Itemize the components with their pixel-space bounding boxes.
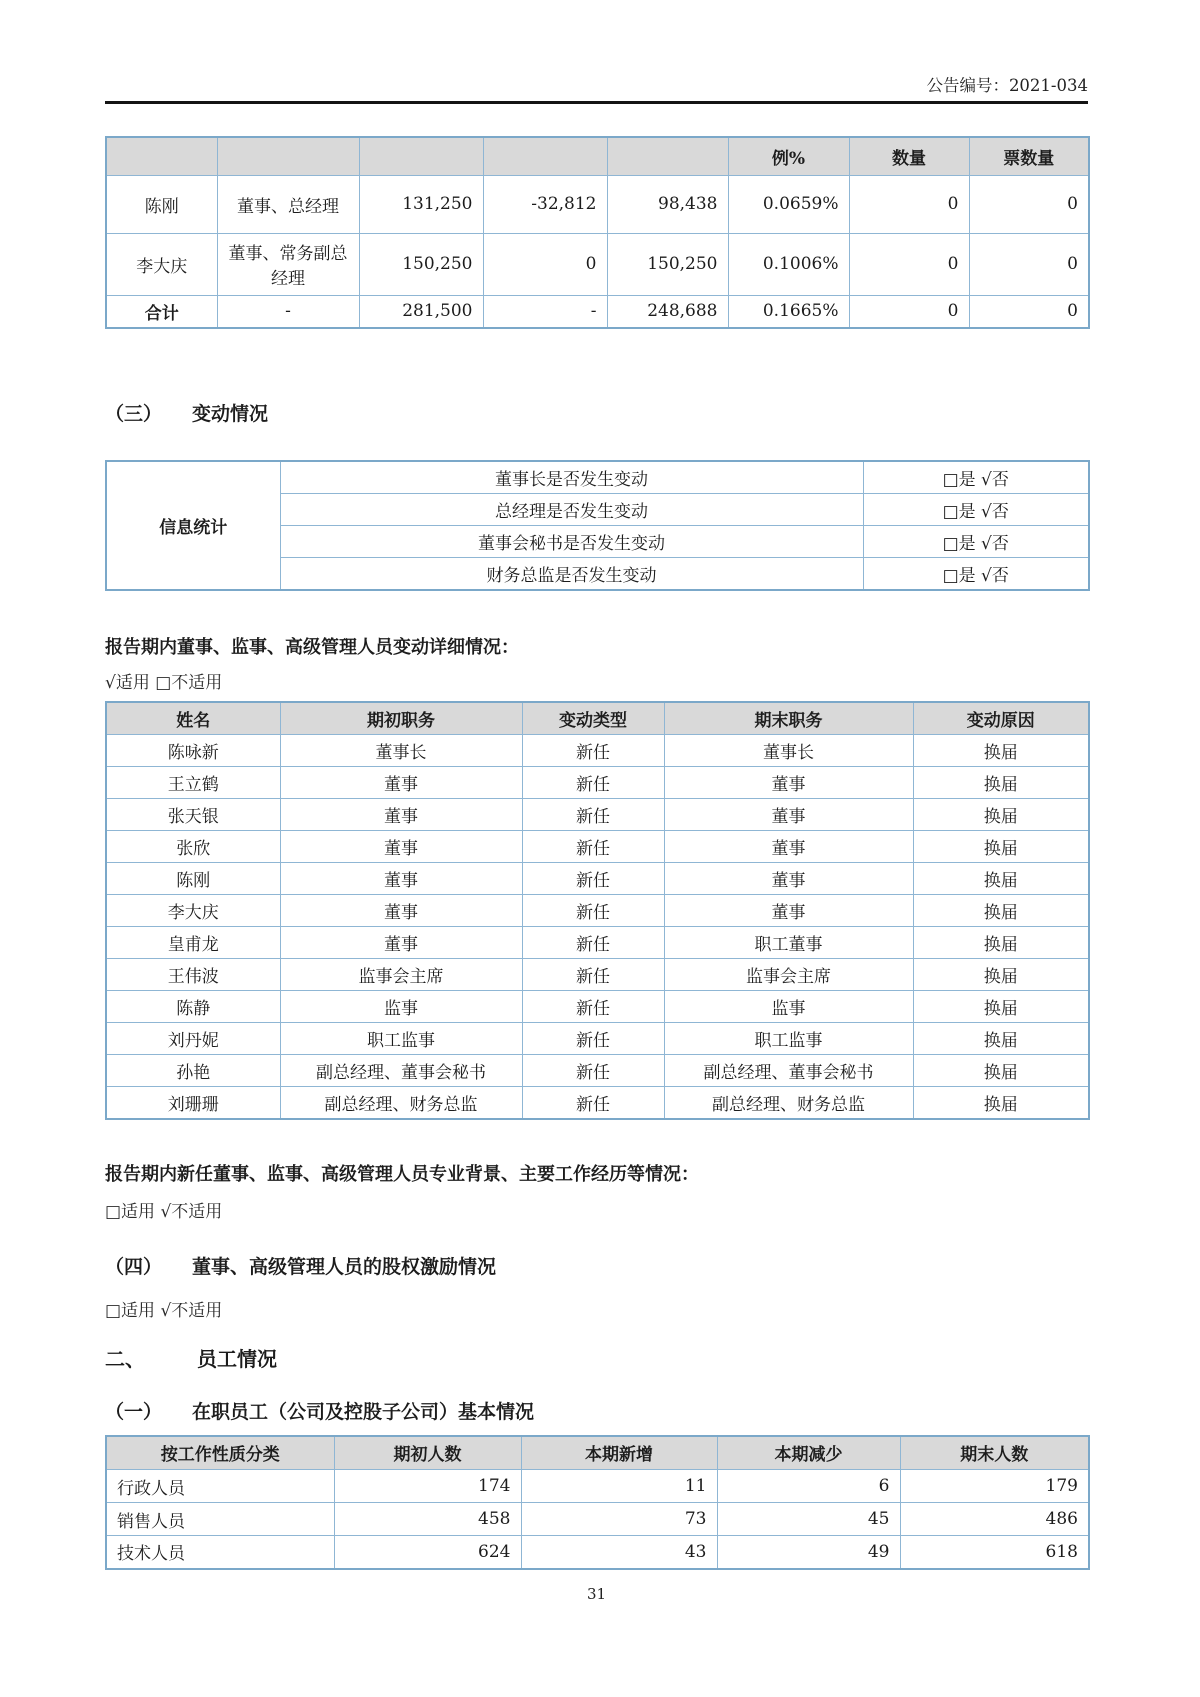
col-header-change-type: 变动类型 (522, 702, 664, 735)
cell-end-position: 监事 (664, 990, 913, 1022)
table-header-row (106, 1436, 1089, 1470)
cell-change-reason: 换届 (913, 830, 1089, 862)
answer-cell: □是 √否 (863, 525, 1089, 557)
cell-start-position: 董事 (280, 766, 522, 798)
cell-end-position: 董事 (664, 894, 913, 926)
col-header-change-reason: 变动原因 (913, 702, 1089, 735)
shares-end: 248,688 (607, 295, 728, 328)
table-row (106, 1054, 1089, 1086)
section-title: 董事、高级管理人员的股权激励情况 (192, 1255, 497, 1278)
person-position: 董事、常务副总经理 (217, 233, 359, 295)
cell-start-position: 监事会主席 (280, 958, 522, 990)
table-row (106, 990, 1089, 1022)
cell-category: 销售人员 (106, 1503, 334, 1536)
change-details-table (105, 701, 1090, 1120)
cell-category: 技术人员 (106, 1536, 334, 1569)
table-header-row (106, 702, 1089, 735)
cell-name: 李大庆 (106, 894, 280, 926)
cell-end-position: 副总经理、董事会秘书 (664, 1054, 913, 1086)
cell-end-count: 179 (900, 1470, 1089, 1503)
shares-end: 98,438 (607, 175, 728, 233)
cell-start-position: 董事 (280, 926, 522, 958)
table-row (106, 798, 1089, 830)
cell-change-reason: 换届 (913, 958, 1089, 990)
table-header-cell (359, 137, 483, 175)
total-label: 合计 (106, 295, 217, 328)
cell-added: 43 (521, 1536, 717, 1569)
cell-change-reason: 换届 (913, 1022, 1089, 1054)
col-header-end-count: 期末人数 (900, 1436, 1089, 1470)
change-details-heading: 报告期内董事、监事、高级管理人员变动详细情况： (105, 636, 519, 658)
vote-quantity: 0 (969, 233, 1089, 295)
shares-change: -32,812 (483, 175, 607, 233)
cell-change-type: 新任 (522, 766, 664, 798)
table-header-cell (483, 137, 607, 175)
table-total-row (106, 295, 1089, 328)
cell-end-position: 董事 (664, 798, 913, 830)
cell-change-type: 新任 (522, 862, 664, 894)
cell-change-reason: 换届 (913, 1054, 1089, 1086)
table-row (106, 926, 1089, 958)
vote-quantity: 0 (969, 175, 1089, 233)
cell-added: 11 (521, 1470, 717, 1503)
table-header-cell (106, 137, 217, 175)
share-ratio: 0.1665% (728, 295, 849, 328)
cell-change-reason: 换届 (913, 798, 1089, 830)
shareholding-summary-table (105, 136, 1090, 329)
cell-name: 王伟波 (106, 958, 280, 990)
cell-reduced: 49 (717, 1536, 900, 1569)
cell-change-type: 新任 (522, 1022, 664, 1054)
table-row (106, 766, 1089, 798)
section-number: （三） (105, 402, 163, 425)
section-heading-2-1 (105, 1397, 1088, 1424)
section-title: 变动情况 (192, 402, 269, 425)
cell-category: 行政人员 (106, 1470, 334, 1503)
table-row (106, 1086, 1089, 1119)
person-name: 李大庆 (106, 233, 217, 295)
cell-change-reason: 换届 (913, 1086, 1089, 1119)
cell-added: 73 (521, 1503, 717, 1536)
cell-start-position: 董事 (280, 894, 522, 926)
table-row (106, 175, 1089, 233)
table-row (106, 734, 1089, 766)
cell-name: 陈刚 (106, 862, 280, 894)
table-header-cell (217, 137, 359, 175)
col-header-start-position: 期初职务 (280, 702, 522, 735)
cell-begin-count: 458 (334, 1503, 521, 1536)
info-stat-label: 信息统计 (106, 461, 280, 590)
col-header-category: 按工作性质分类 (106, 1436, 334, 1470)
col-header-name: 姓名 (106, 702, 280, 735)
table-row (106, 1536, 1089, 1569)
question-cell: 董事长是否发生变动 (280, 461, 863, 494)
cell-change-type: 新任 (522, 1054, 664, 1086)
col-header-begin-count: 期初人数 (334, 1436, 521, 1470)
cell-end-position: 职工董事 (664, 926, 913, 958)
table-header-cell: 例% (728, 137, 849, 175)
announcement-number: 公告编号：2021-034 (926, 76, 1088, 95)
cell-start-position: 副总经理、董事会秘书 (280, 1054, 522, 1086)
cell-start-position: 董事长 (280, 734, 522, 766)
shares-begin: 150,250 (359, 233, 483, 295)
section-heading-4 (105, 1252, 1088, 1279)
cell-start-position: 副总经理、财务总监 (280, 1086, 522, 1119)
cell-end-position: 董事 (664, 862, 913, 894)
cell-name: 张天银 (106, 798, 280, 830)
section-number: （四） (105, 1255, 163, 1278)
applicable-line: √适用 □不适用 (105, 672, 223, 693)
cell-begin-count: 174 (334, 1470, 521, 1503)
quantity: 0 (849, 295, 969, 328)
cell-change-reason: 换届 (913, 734, 1089, 766)
table-row (106, 461, 1089, 494)
table-row (106, 1503, 1089, 1536)
cell-end-position: 监事会主席 (664, 958, 913, 990)
question-cell: 董事会秘书是否发生变动 (280, 525, 863, 557)
section-title: 员工情况 (197, 1346, 277, 1371)
cell-change-reason: 换届 (913, 894, 1089, 926)
cell-start-position: 职工监事 (280, 1022, 522, 1054)
applicable-line: □适用 √不适用 (105, 1300, 223, 1321)
cell-end-count: 618 (900, 1536, 1089, 1569)
section-title: 在职员工（公司及控股子公司）基本情况 (192, 1400, 535, 1423)
cell-end-count: 486 (900, 1503, 1089, 1536)
section-number: 二、 (105, 1346, 145, 1371)
col-header-end-position: 期末职务 (664, 702, 913, 735)
section-heading-2 (105, 1343, 1088, 1372)
table-header-cell: 数量 (849, 137, 969, 175)
shares-change: - (483, 295, 607, 328)
cell-name: 张欣 (106, 830, 280, 862)
section-heading-3 (105, 399, 1088, 426)
cell-name: 陈静 (106, 990, 280, 1022)
cell-reduced: 45 (717, 1503, 900, 1536)
cell-begin-count: 624 (334, 1536, 521, 1569)
cell-end-position: 董事 (664, 766, 913, 798)
person-position: 董事、总经理 (217, 175, 359, 233)
cell-change-type: 新任 (522, 894, 664, 926)
cell-change-type: 新任 (522, 926, 664, 958)
table-row (106, 958, 1089, 990)
quantity: 0 (849, 175, 969, 233)
cell-name: 孙艳 (106, 1054, 280, 1086)
question-cell: 财务总监是否发生变动 (280, 557, 863, 590)
person-name: 陈刚 (106, 175, 217, 233)
shares-begin: 281,500 (359, 295, 483, 328)
table-header-cell (607, 137, 728, 175)
answer-cell: □是 √否 (863, 461, 1089, 494)
share-ratio: 0.0659% (728, 175, 849, 233)
cell-change-type: 新任 (522, 830, 664, 862)
cell-name: 陈咏新 (106, 734, 280, 766)
person-position: - (217, 295, 359, 328)
shares-change: 0 (483, 233, 607, 295)
cell-name: 皇甫龙 (106, 926, 280, 958)
table-row (106, 1470, 1089, 1503)
cell-change-type: 新任 (522, 1086, 664, 1119)
shares-end: 150,250 (607, 233, 728, 295)
cell-name: 刘丹妮 (106, 1022, 280, 1054)
cell-change-reason: 换届 (913, 766, 1089, 798)
page-number: 31 (586, 1584, 607, 1603)
cell-end-position: 董事 (664, 830, 913, 862)
header-rule (105, 101, 1088, 104)
col-header-reduced: 本期减少 (717, 1436, 900, 1470)
quantity: 0 (849, 233, 969, 295)
cell-name: 王立鹤 (106, 766, 280, 798)
table-row (106, 830, 1089, 862)
table-header-cell: 票数量 (969, 137, 1089, 175)
cell-end-position: 董事长 (664, 734, 913, 766)
cell-change-type: 新任 (522, 798, 664, 830)
answer-cell: □是 √否 (863, 557, 1089, 590)
cell-name: 刘珊珊 (106, 1086, 280, 1119)
table-row (106, 233, 1089, 295)
page-content (105, 0, 1088, 1603)
section-number: （一） (105, 1400, 163, 1423)
cell-change-type: 新任 (522, 958, 664, 990)
shares-begin: 131,250 (359, 175, 483, 233)
table-row (106, 862, 1089, 894)
cell-start-position: 董事 (280, 862, 522, 894)
cell-reduced: 6 (717, 1470, 900, 1503)
cell-end-position: 职工监事 (664, 1022, 913, 1054)
answer-cell: □是 √否 (863, 493, 1089, 525)
info-statistics-table (105, 460, 1090, 591)
table-row (106, 1022, 1089, 1054)
table-row (106, 894, 1089, 926)
cell-start-position: 董事 (280, 830, 522, 862)
cell-change-reason: 换届 (913, 926, 1089, 958)
col-header-added: 本期新增 (521, 1436, 717, 1470)
cell-change-reason: 换届 (913, 990, 1089, 1022)
cell-start-position: 董事 (280, 798, 522, 830)
question-cell: 总经理是否发生变动 (280, 493, 863, 525)
cell-end-position: 副总经理、财务总监 (664, 1086, 913, 1119)
cell-change-reason: 换届 (913, 862, 1089, 894)
share-ratio: 0.1006% (728, 233, 849, 295)
applicable-line: □适用 √不适用 (105, 1201, 223, 1222)
vote-quantity: 0 (969, 295, 1089, 328)
new-appointees-heading: 报告期内新任董事、监事、高级管理人员专业背景、主要工作经历等情况： (105, 1163, 699, 1185)
cell-start-position: 监事 (280, 990, 522, 1022)
employee-table (105, 1435, 1090, 1570)
cell-change-type: 新任 (522, 734, 664, 766)
cell-change-type: 新任 (522, 990, 664, 1022)
